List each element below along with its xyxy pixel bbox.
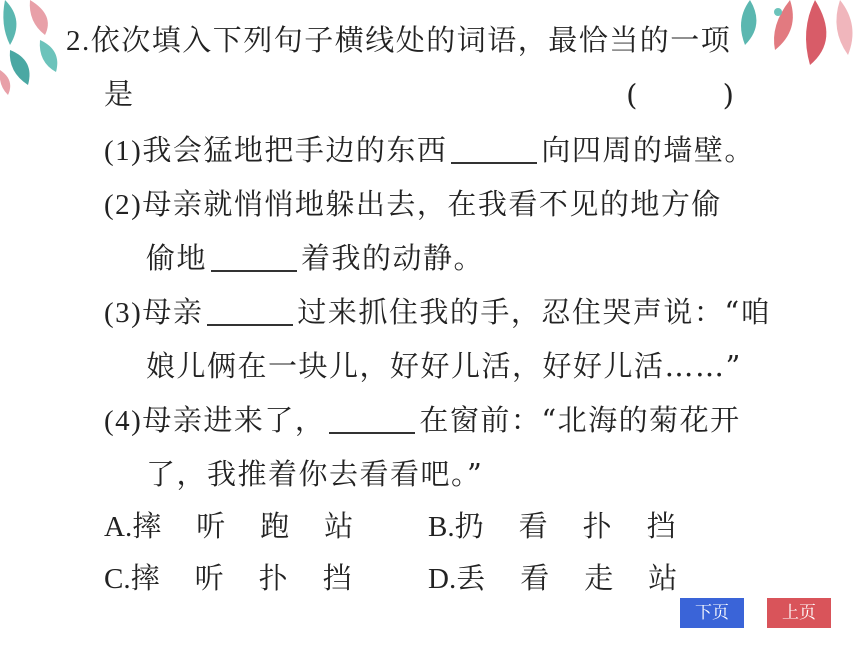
option-c[interactable]: C.摔 听 扑 挡 bbox=[104, 561, 352, 595]
sentence-item-3-line2: 娘儿俩在一块儿，好好儿活，好好儿活……” bbox=[146, 349, 742, 383]
answer-parentheses: ( ) bbox=[626, 78, 772, 112]
next-page-button[interactable]: 下页 bbox=[680, 598, 744, 628]
question-stem-line2: 是 bbox=[104, 77, 135, 111]
fill-blank bbox=[207, 296, 293, 326]
previous-page-button[interactable]: 上页 bbox=[767, 598, 831, 628]
sentence-item-2-line1: (2)母亲就悄悄地躲出去，在我看不见的地方偷 bbox=[104, 187, 722, 221]
fill-blank bbox=[211, 242, 297, 272]
question-stem-line1: 2.依次填入下列句子横线处的词语，最恰当的一项 bbox=[66, 23, 732, 57]
fill-blank bbox=[329, 404, 415, 434]
option-d[interactable]: D.丢 看 走 站 bbox=[428, 561, 678, 595]
option-a[interactable]: A.摔 听 跑 站 bbox=[104, 509, 354, 543]
sentence-item-3-line1: (3)母亲 过来抓住我的手，忍住哭声说：“咱 bbox=[104, 295, 772, 329]
option-b[interactable]: B.扔 看 扑 挡 bbox=[428, 509, 676, 543]
sentence-item-2-line2: 偷地 着我的动静。 bbox=[146, 241, 485, 275]
sentence-item-4-line2: 了，我推着你去看看吧。” bbox=[146, 457, 484, 491]
fill-blank bbox=[451, 134, 537, 164]
question-number: 2. bbox=[66, 25, 91, 57]
sentence-item-4-line1: (4)母亲进来了， 在窗前：“北海的菊花开 bbox=[104, 403, 741, 437]
sentence-item-1: (1)我会猛地把手边的东西 向四周的墙壁。 bbox=[104, 133, 755, 167]
